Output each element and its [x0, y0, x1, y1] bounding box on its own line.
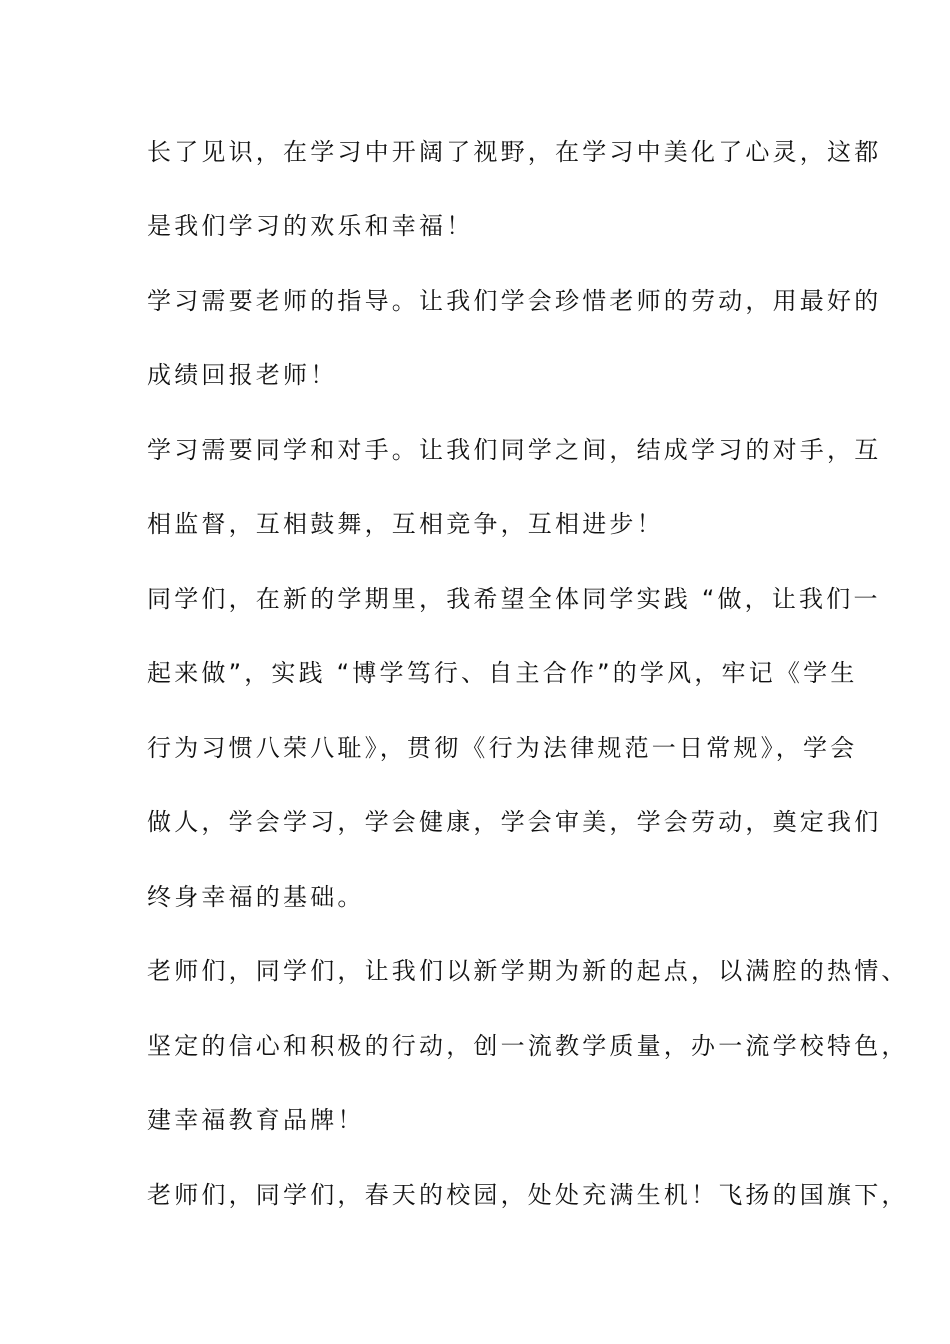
text-line: 做人，学会学习，学会健康，学会审美，学会劳动，奠定我们	[147, 808, 882, 836]
text-line: 坚定的信心和积极的行动，创一流教学质量，办一流学校特色，	[147, 1032, 909, 1060]
text-line: 相监督，互相鼓舞，互相竞争，互相进步！	[147, 510, 664, 538]
text-line: 是我们学习的欢乐和幸福！	[147, 212, 474, 240]
text-line: 建幸福教育品牌！	[147, 1106, 365, 1134]
text-line: 老师们，同学们，让我们以新学期为新的起点，以满腔的热情、	[147, 957, 909, 985]
text-line: 学习需要老师的指导。让我们学会珍惜老师的劳动，用最好的	[147, 287, 882, 315]
text-line: 终身幸福的基础。	[147, 883, 365, 911]
text-line: 起来做”，实践 “博学笃行、自主合作”的学风，牢记《学生	[147, 659, 858, 687]
text-line: 长了见识，在学习中开阔了视野，在学习中美化了心灵，这都	[147, 138, 882, 166]
text-line: 同学们，在新的学期里，我希望全体同学实践 “做，让我们一	[147, 585, 881, 613]
text-line: 行为习惯八荣八耻》，贯彻《行为法律规范一日常规》，学会	[147, 734, 858, 762]
text-line: 老师们，同学们，春天的校园，处处充满生机！飞扬的国旗下，	[147, 1181, 909, 1209]
text-line: 学习需要同学和对手。让我们同学之间，结成学习的对手，互	[147, 436, 882, 464]
text-line: 成绩回报老师！	[147, 361, 338, 389]
